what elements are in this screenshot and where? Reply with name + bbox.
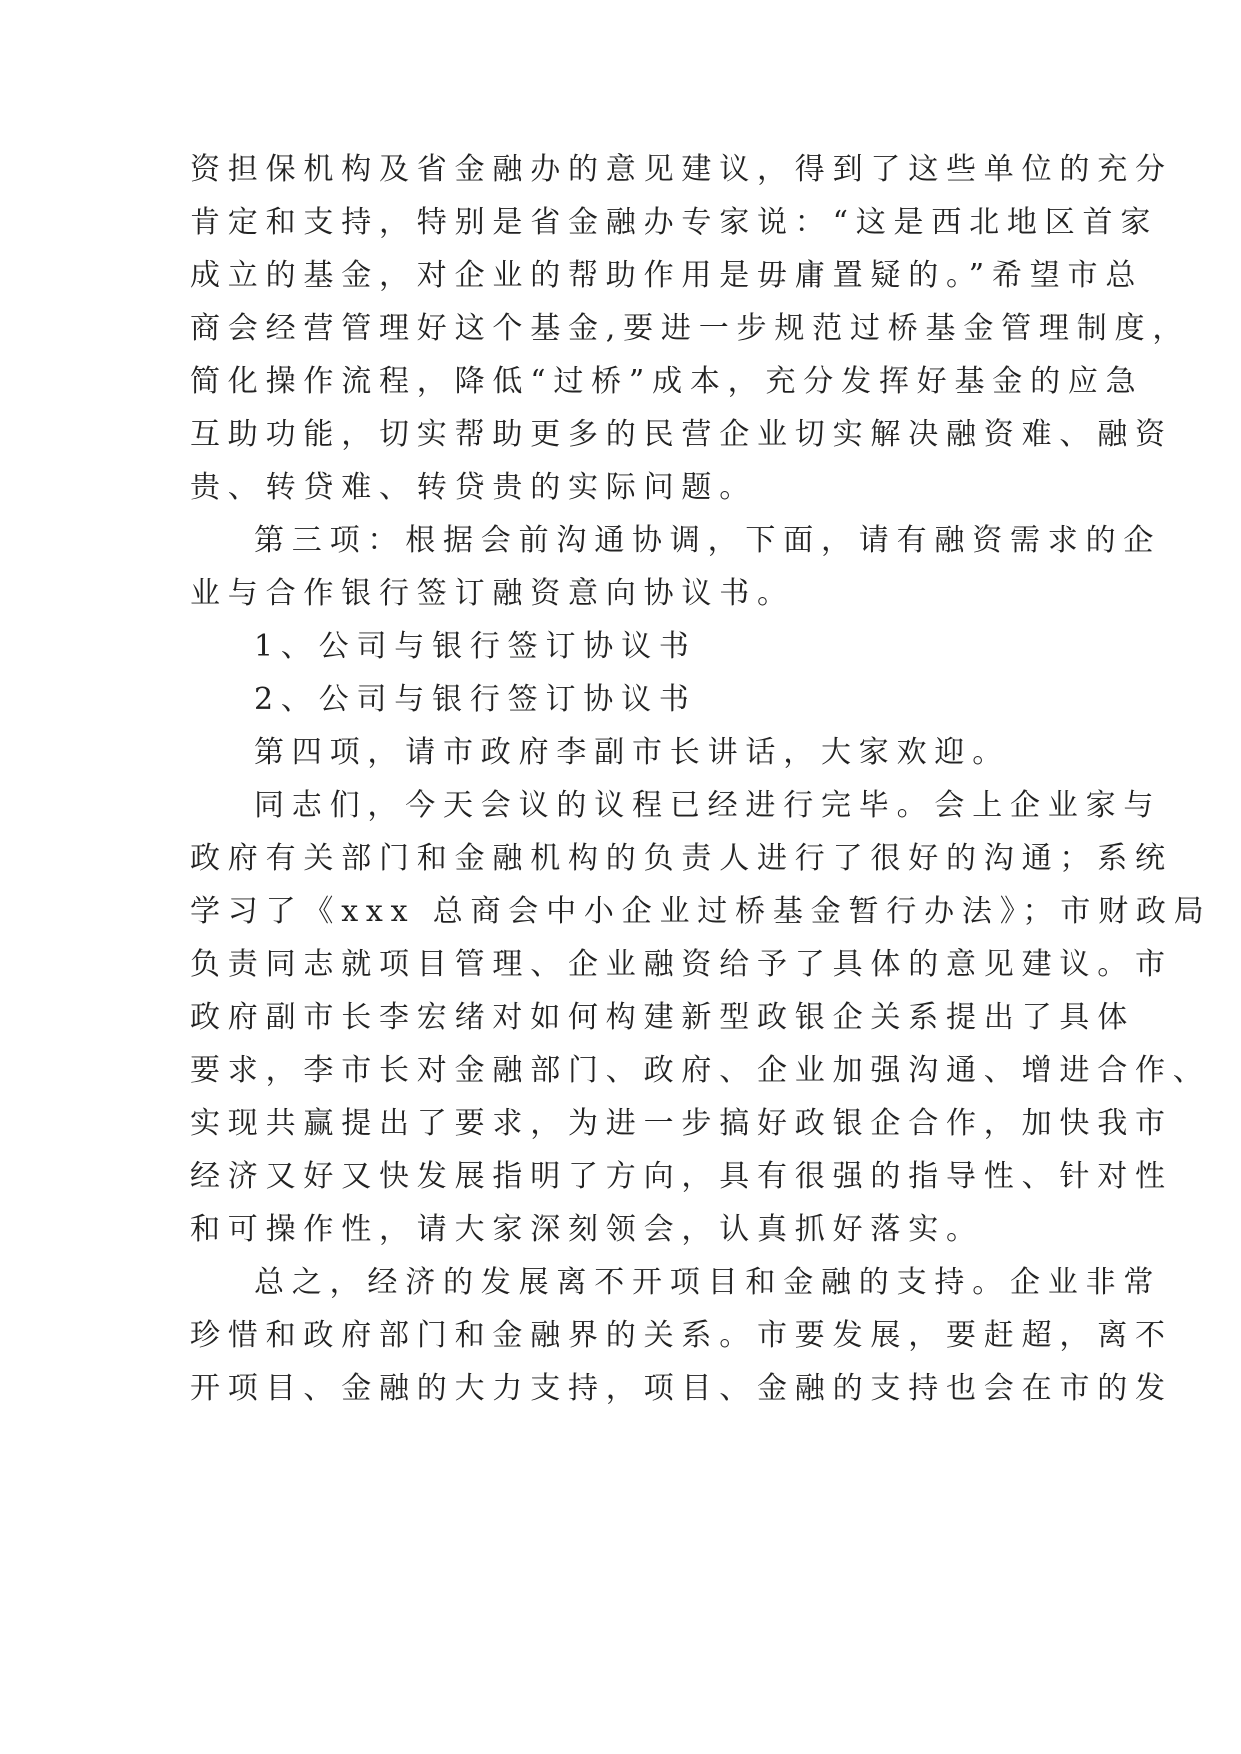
text-line: 学习了《xxx 总商会中小企业过桥基金暂行办法》；市财政局 [190, 894, 1212, 929]
paragraph-first-line: 第四项，请市政府李副市长讲话，大家欢迎。 [254, 735, 1010, 770]
text-line: 资担保机构及省金融办的意见建议，得到了这些单位的充分 [190, 152, 1173, 187]
text-line: 成立的基金，对企业的帮助作用是毋庸置疑的。”希望市总 [190, 258, 1144, 293]
text-line: 互助功能，切实帮助更多的民营企业切实解决融资难、融资 [190, 417, 1173, 452]
text-line: 开项目、金融的大力支持，项目、金融的支持也会在市的发 [190, 1371, 1173, 1406]
text-line: 贵、转贷难、转贷贵的实际问题。 [190, 470, 757, 505]
text-line: 肯定和支持，特别是省金融办专家说：“这是西北地区首家 [190, 205, 1159, 240]
text-line: 商会经营管理好这个基金,要进一步规范过桥基金管理制度， [190, 311, 1191, 346]
paragraph-first-line: 同志们，今天会议的议程已经进行完毕。会上企业家与 [254, 788, 1162, 823]
text-line: 政府有关部门和金融机构的负责人进行了很好的沟通；系统 [190, 841, 1173, 876]
list-item: 1、公司与银行签订协议书 [254, 629, 697, 664]
text-line: 业与合作银行签订融资意向协议书。 [190, 576, 795, 611]
text-line: 负责同志就项目管理、企业融资给予了具体的意见建议。市 [190, 947, 1173, 982]
list-item: 2、公司与银行签订协议书 [254, 682, 697, 717]
paragraph-first-line: 第三项：根据会前沟通协调，下面，请有融资需求的企 [254, 523, 1162, 558]
text-line: 实现共赢提出了要求，为进一步搞好政银企合作，加快我市 [190, 1106, 1173, 1141]
text-line: 经济又好又快发展指明了方向，具有很强的指导性、针对性 [190, 1159, 1173, 1194]
text-line: 要求，李市长对金融部门、政府、企业加强沟通、增进合作、 [190, 1053, 1211, 1088]
paragraph-first-line: 总之，经济的发展离不开项目和金融的支持。企业非常 [254, 1265, 1162, 1300]
text-line: 简化操作流程，降低“过桥”成本，充分发挥好基金的应急 [190, 364, 1144, 399]
text-line: 珍惜和政府部门和金融界的关系。市要发展，要赶超，离不 [190, 1318, 1173, 1353]
text-line: 和可操作性，请大家深刻领会，认真抓好落实。 [190, 1212, 984, 1247]
text-line: 政府副市长李宏绪对如何构建新型政银企关系提出了具体 [190, 1000, 1135, 1035]
